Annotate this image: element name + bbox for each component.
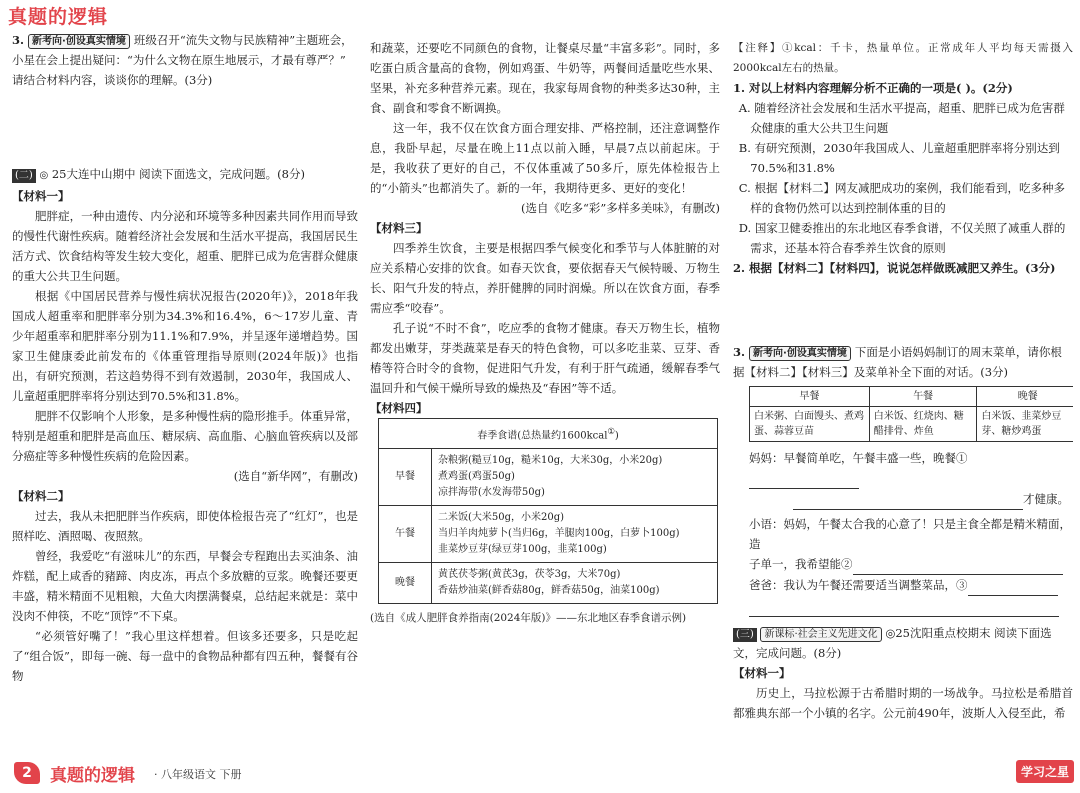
dialogue-child-2: 子单一，我希望能② — [733, 554, 1073, 575]
question-text: 班级召开“流失文物与民族精神”主题班会， — [133, 33, 353, 47]
question-3: 3. 新考向·创设真实情境 下面是小语妈妈制订的周末菜单，请你根据【材料二】【材料三】及菜单补全下面的对话。(3分) — [733, 345, 1062, 379]
question-2: 2. 根据【材料二】【材料四】，说说怎样做既减肥又养生。(3分) — [733, 261, 1056, 275]
option-b[interactable]: B. 有研究预测，2030年我国成人、儿童超重肥胖率将分别达到70.5%和31.8% — [738, 141, 1060, 175]
material-1-title: 【材料一】 — [733, 666, 791, 680]
section-label: (三) — [733, 628, 757, 642]
answer-blank-1-cont[interactable] — [793, 489, 1023, 510]
section-tag: 新课标·社会主义先进文化 — [760, 627, 881, 642]
column-left — [12, 30, 358, 686]
header-title: 真题的逻辑 — [8, 6, 109, 28]
meal-label: 午餐 — [379, 506, 432, 563]
table-row — [379, 506, 718, 563]
answer-blank-1[interactable] — [749, 468, 859, 489]
dialogue-child: 小语：妈妈，午餐太合我的心意了！只是主食全都是精米精面，造 — [749, 517, 1071, 551]
question-3 — [12, 30, 358, 50]
table-row — [750, 407, 1074, 442]
menu-table — [378, 418, 718, 604]
meal-items: 黄芪茯苓粥(黄芪3g，茯苓3g，大米70g) 香菇炒油菜(鲜香菇80g，鲜香菇50g，油菜100g) — [432, 563, 718, 604]
paragraph: 这一年，我不仅在饮食方面合理安排、严格控制，还注意调整作息，我卧早起，尽量在晚上11点以前入睡，早晨7点以前起床。于是，我收获了更好的自己，不仅体重减了50多斤，原先体检报告上的“小箭头”也都消失了。新的一年，我期待更多、更好的变化！ — [370, 121, 720, 195]
source-note: (选自《吃多“彩”多样多美味》，有删改) — [521, 201, 720, 215]
footnote-mark: ① — [607, 426, 615, 436]
table-row — [379, 449, 718, 506]
source-note: (选自《成人肥胖食养指南(2024年版)》——东北地区春季食谱示例) — [370, 612, 687, 625]
paragraph: 肥胖不仅影响个人形象，是多种慢性病的隐形推手。体重异常，特别是超重和肥胖是高血压、糖尿病、高血脂、心脑血管疾病以及部分癌症等多种慢性疾病的危险因素。 — [12, 409, 358, 463]
option-a[interactable]: A. 随着经济社会发展和生活水平提高，超重、肥胖已成为危害群众健康的重大公共卫生问题 — [738, 101, 1065, 135]
material-3-title: 【材料三】 — [370, 221, 428, 235]
section-instruction: 25大连中山期中 阅读下面选文，完成问题。(8分) — [51, 167, 305, 181]
question-text: 下面是小语妈妈制订的周末菜单，请你根据【材料二】【材料三】及菜单补全下面的对话。(3分) — [733, 345, 1062, 379]
paragraph: 和蔬菜，还要吃不同颜色的食物，让餐桌尽量“丰富多彩”。同时，多吃蛋白质含量高的食物，例如鸡蛋、牛奶等，两餐间适量吃些水果、坚果，补充多种营养元素。现在，我家每周食物的种类多达30种，主食、副食和零食不断调换。 — [370, 41, 720, 115]
dialogue-dad: 爸爸：我认为午餐还需要适当调整菜品，③ — [733, 575, 1073, 596]
question-text-3: 请结合材料内容，谈谈你的理解。(3分) — [12, 73, 213, 87]
question-number: 3. — [12, 33, 25, 47]
column-middle — [370, 38, 720, 628]
paragraph: 肥胖症，一种由遗传、内分泌和环境等多种因素共同作用而导致的慢性代谢性疾病。随着经济社会发展和生活水平提高，我国居民生活方式、饮食结构等发生较大变化，超重、肥胖已成为危害群众健康的重大公共卫生问题。 — [12, 209, 358, 283]
location-pin-icon: ◎ — [39, 170, 49, 181]
footer-subtitle: · 八年级语文 下册 — [154, 768, 242, 781]
footer-title: 真题的逻辑 — [50, 766, 135, 786]
question-1: 1. 对以上材料内容理解分析不正确的一项是( )。(2分) — [733, 81, 1013, 95]
table-cell: 白米饭、红烧肉、糖醋排骨、炸鱼 — [869, 407, 977, 442]
option-c[interactable]: C. 根据【材料二】网友减肥成功的案例，我们能看到，吃多种多样的食物仍然可以达到控制体重的目的 — [738, 181, 1065, 215]
material-1-title: 【材料一】 — [12, 189, 70, 203]
page-number: 2 — [14, 762, 40, 784]
paragraph: 四季养生饮食，主要是根据四季气候变化和季节与人体脏腑的对应关系精心安排的饮食。如春天饮食，要依据春天气候特暖、万物生长、阳气升发的特点，养肝健脾的同时润燥。所以在饮食方面，春季需应季“咬春”。 — [370, 241, 720, 315]
answer-blank-3[interactable] — [968, 575, 1058, 596]
meal-label: 晚餐 — [379, 563, 432, 604]
table-cell: 白米粥、白面馒头、煮鸡蛋、蒜蓉豆苗 — [750, 407, 870, 442]
meal-label: 早餐 — [379, 449, 432, 506]
table-cell: 白米饭、韭菜炒豆芽、糖炒鸡蛋 — [977, 407, 1073, 442]
material-4-title: 【材料四】 — [370, 401, 428, 415]
option-d[interactable]: D. 国家卫健委推出的东北地区春季食谱，不仅关照了减重人群的需求，还基本符合春季养生饮食的原则 — [738, 221, 1066, 255]
answer-line — [733, 596, 1073, 617]
weekend-menu-table — [749, 386, 1073, 442]
section-2-heading — [12, 164, 358, 186]
column-header: 晚餐 — [977, 387, 1073, 407]
menu-table-title: 春季食谱(总热量约1600kcal①) — [379, 419, 718, 449]
source-note: (选自“新华网”，有删改) — [233, 469, 358, 483]
table-row — [379, 563, 718, 604]
material-2-title: 【材料二】 — [12, 489, 70, 503]
dialogue-mom: 妈妈：早餐简单吃，午餐丰盛一些，晚餐① — [733, 448, 1073, 489]
section-3-heading — [733, 623, 1073, 663]
paragraph: 根据《中国居民营养与慢性病状况报告(2020年)》，2018年我国成人超重率和肥胖率分别为34.3%和16.4%，6～17岁儿童、青少年超重率和肥胖率分别为11.1%和7.9%，并呈逐年递增趋势。国家卫生健康委此前发布的《体重管理指导原则(2024年版)》也指出，有研究预测，若这趋势得不到有效遏制，2030年，我国成人、儿童超重肥胖率将分别达到70.5%和31.8%。 — [12, 289, 358, 403]
paragraph: “必须管好嘴了！”我心里这样想着。但该多还要多，只是吃起了“组合饭”，即每一碗、每一盘中的食物品种都有四五种，餐餐有谷物 — [12, 629, 358, 683]
question-tag: 新考向·创设真实情境 — [28, 34, 130, 49]
answer-blank-2[interactable] — [853, 554, 1063, 575]
paragraph: 过去，我从未把肥胖当作疾病，即使体检报告亮了“红灯”，也是照样吃、酒照喝、夜照熬。 — [12, 509, 358, 543]
answer-blank-3-cont[interactable] — [749, 596, 1059, 617]
footnote: 【注释】①kcal：千卡，热量单位。正常成年人平均每天需摄入2000kcal左右的热量。 — [733, 42, 1073, 74]
paragraph: 历史上，马拉松源于古希腊时期的一场战争。马拉松是希腊首都雅典东部一个小镇的名字。公元前490年，波斯人入侵至此，希 — [733, 686, 1073, 720]
column-header: 午餐 — [869, 387, 977, 407]
question-tag: 新考向·创设真实情境 — [749, 346, 851, 361]
section-instruction: ◎25沈阳重点校期末 阅读下面选文，完成问题。(8分) — [733, 626, 1052, 660]
meal-items: 二米饭(大米50g，小米20g) 当归羊肉炖萝卜(当归6g，羊腿肉100g，白萝卜100g) 韭菜炒豆芽(绿豆芽100g，韭菜100g) — [432, 506, 718, 563]
column-right — [733, 38, 1073, 723]
paragraph: 曾经，我爱吃“有滋味儿”的东西，早餐会专程跑出去买油条、油炸糕，配上咸香的豬蹄、肉皮冻，再点个多放糖的豆浆。晚餐还要更丰盛，精米精面不见粗粮，大鱼大肉摆满餐桌，总结起来就是：菜中没肉不伸筷，不吃“顶饽”不下桌。 — [12, 549, 358, 623]
question-text-2: 小星在会上提出疑问：“为什么文物在原生地展示，才最有尊严？” — [12, 53, 346, 67]
dialogue-mom-end: 才健康。 — [733, 489, 1073, 510]
brand-logo: 学习之星 — [1016, 760, 1074, 783]
footer — [14, 760, 1074, 790]
section-label: (二) — [12, 169, 36, 183]
column-header: 早餐 — [750, 387, 870, 407]
meal-items: 杂粮粥(糙豆10g，糙米10g，大米30g，小米20g) 煮鸡蛋(鸡蛋50g) 凉拌海带(水发海带50g) — [432, 449, 718, 506]
paragraph: 孔子说“不时不食”，吃应季的食物才健康。春天万物生长，植物都发出嫩芽，芽类蔬菜是春天的特色食物，可以多吃韭菜、豆芽、香椿等符合时令的食物，促进阳气升发，有利于肝气疏通，缓解春季气温回升和气候干燥所导致的燥热及“春困”等不适。 — [370, 321, 720, 395]
